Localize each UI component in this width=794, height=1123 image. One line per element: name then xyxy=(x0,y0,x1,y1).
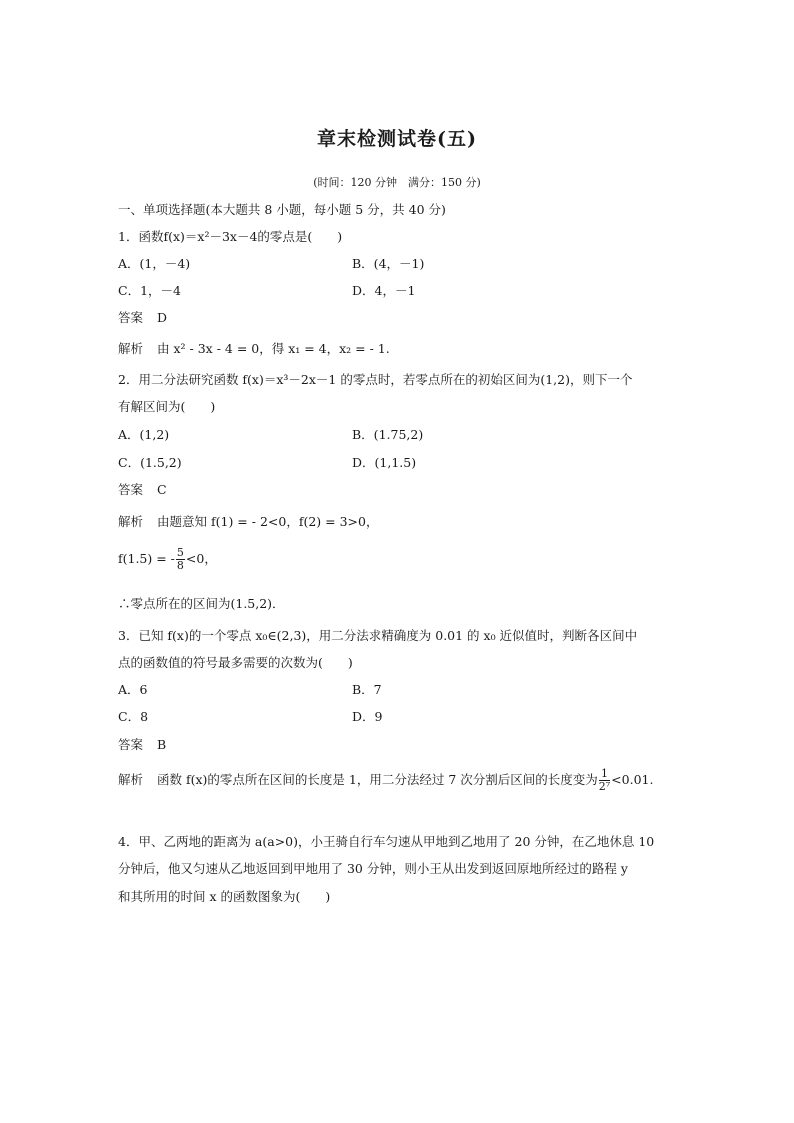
fraction-numerator: 5 xyxy=(176,546,184,559)
question-4-line-2: 分钟后，他又匀速从乙地返回到甲地用了 30 分钟，则小王从出发到返回原地所经过的路程 y xyxy=(118,861,628,876)
answer-label: 答案 xyxy=(118,482,144,497)
question-1-text-a: 函数 xyxy=(138,229,164,244)
q2-analysis-text-1: 由题意知 f(1) = - 2<0，f(2) = 3>0， xyxy=(157,514,379,529)
question-1-text-b: 的零点是( ) xyxy=(257,229,343,244)
q2-analysis-line-2 xyxy=(118,547,217,572)
question-1-function: f(x)＝x²－3x－4 xyxy=(163,229,258,244)
q2-analysis-line-3: ∴零点所在的区间为(1.5,2)． xyxy=(118,596,285,611)
fraction-denominator: 8 xyxy=(176,559,184,572)
q2-analysis xyxy=(118,514,378,530)
q3-answer-value: B xyxy=(157,737,167,752)
answer-label: 答案 xyxy=(118,737,144,752)
analysis-label: 解析 xyxy=(118,772,144,787)
fraction-numerator: 1 xyxy=(599,768,610,781)
q1-option-b: B．(4，－1) xyxy=(352,256,425,271)
q1-option-c: C．1，－4 xyxy=(118,283,181,298)
q1-answer xyxy=(118,310,167,326)
q2-option-a: A．(1,2) xyxy=(118,427,170,442)
q2-analysis-text-3: <0， xyxy=(185,551,217,566)
page-title: 章末检测试卷(五) xyxy=(317,128,477,150)
question-1 xyxy=(118,229,342,245)
q2-answer xyxy=(118,482,167,498)
q2-option-b: B．(1.75,2) xyxy=(352,427,424,442)
q2-answer-value: C xyxy=(157,482,167,497)
fraction xyxy=(599,768,610,793)
q1-analysis-text: 由 x² - 3x - 4 = 0，得 x₁ = 4，x₂ = - 1. xyxy=(157,341,390,356)
fraction xyxy=(176,547,185,572)
q3-option-d: D．9 xyxy=(352,709,383,724)
question-1-number: 1． xyxy=(118,229,139,244)
q3-analysis-text-end: <0.01. xyxy=(611,772,654,787)
q3-option-a: A．6 xyxy=(118,682,148,697)
question-3-line-1: 3．已知 f(x)的一个零点 x₀∈(2,3)，用二分法求精确度为 0.01 的 x₀ 近似值时，判断各区间中 xyxy=(118,628,638,643)
q3-answer xyxy=(118,737,166,753)
question-3-line-2: 点的函数值的符号最多需要的次数为( ) xyxy=(118,655,353,670)
section-heading: 一、单项选择题(本大题共 8 小题，每小题 5 分，共 40 分) xyxy=(118,202,446,217)
analysis-label: 解析 xyxy=(118,514,144,529)
q2-option-d: D．(1,1.5) xyxy=(352,455,417,470)
question-2-line-1: 2．用二分法研究函数 f(x)＝x³－2x－1 的零点时，若零点所在的初始区间为(1,2)，则下一个 xyxy=(118,372,633,387)
q1-option-a: A．(1，－4) xyxy=(118,256,191,271)
answer-label: 答案 xyxy=(118,310,144,325)
q3-analysis xyxy=(118,768,653,793)
q3-analysis-text: 函数 f(x)的零点所在区间的长度是 1，用二分法经过 7 次分割后区间的长度变为 xyxy=(157,772,598,787)
question-2-line-2: 有解区间为( ) xyxy=(118,399,216,414)
q3-option-b: B．7 xyxy=(352,682,382,697)
q2-option-c: C．(1.5,2) xyxy=(118,455,182,470)
q1-option-d: D．4，－1 xyxy=(352,283,416,298)
analysis-label: 解析 xyxy=(118,341,144,356)
question-4-line-1: 4．甲、乙两地的距离为 a(a>0)，小王骑自行车匀速从甲地到乙地用了 20 分钟，在乙地休息 10 xyxy=(118,834,655,849)
q2-analysis-text-2: f(1.5) = - xyxy=(118,551,175,566)
exam-info: (时间：120 分钟 满分：150 分) xyxy=(313,176,481,189)
question-4-line-3: 和其所用的时间 x 的函数图象为( ) xyxy=(118,889,331,904)
q3-option-c: C．8 xyxy=(118,709,149,724)
q1-analysis xyxy=(118,341,390,357)
q1-answer-value: D xyxy=(157,310,168,325)
fraction-denominator: 2⁷ xyxy=(598,780,611,793)
